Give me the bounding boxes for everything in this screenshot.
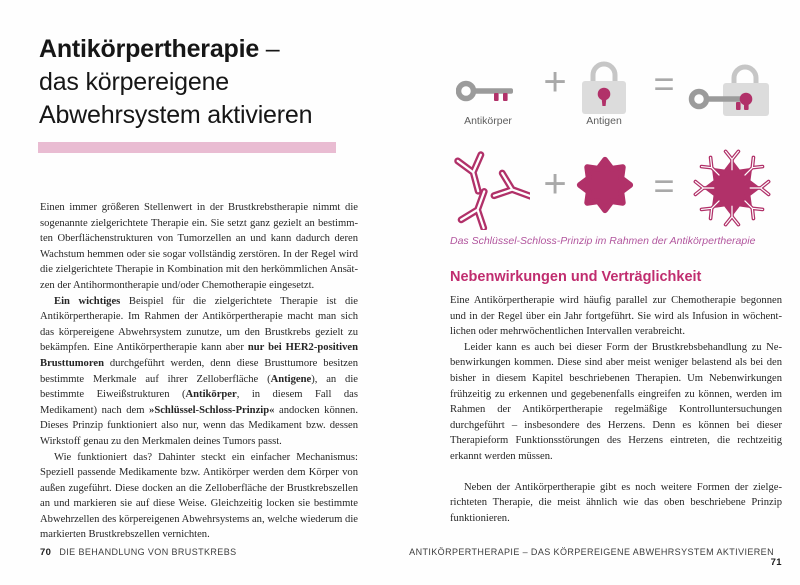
bold-run: »Schlüssel-Schloss-Prinzip« [149,404,275,416]
paragraph-intro: Einen immer größeren Stellenwert in der Brustkrebstherapie nimmt die sogenannte zielgerichtete Therapie ein. Sie setzt ganz gezielt an bestimmten Oberflächenstrukturen von Tumorzellen an und kann dadurch deren Wachstum hemmen oder sie sogar vollständig zerstören. In der Regel wird die zielgerichtete Therapie in Kombination mit den herkömmlichen Ansätzen der Antihormontherapie und/oder Chemotherapie eingesetzt. [40,202,358,291]
paragraph-example [40,294,358,450]
bold-run: Antigene [270,373,312,385]
title-line2: das körpereigene [39,68,229,96]
plus-icon: + [543,60,567,104]
title-line1-bold: Antikörpertherapie [39,35,260,63]
text-run: durchgeführt werden, denn diese Brusttumore besitzen bestimmte Merkmale auf ihrer Zelloberfläche ( [40,357,358,385]
running-head-left: DIE BEHANDLUNG VON BRUSTKREBS [59,547,237,557]
key-label: Antikörper [464,115,512,127]
paragraph-other-therapies: Neben der Antikörpertherapie gibt es noch weitere Formen der zielgerichteten Therapie, die meist ähnlich wie das oben beschriebene Prinzip funktionieren. [450,481,782,524]
page-number-right: 71 [770,557,782,568]
text-run: , in diesem Fall das Medikament) nach dem [40,389,358,416]
page-number-left: 70 [40,547,52,558]
running-head-right: ANTIKÖRPERTHERAPIE – DAS KÖRPEREIGENE ABWEHRSYSTEM AKTIVIEREN [409,547,774,557]
paragraph-infusion: Eine Antikörpertherapie wird häufig parallel zur Chemotherapie begonnen und in der Regel über ein Jahr fortgeführt. Sie wird als Infusion in wöchentlichen oder mehrwöchentlichen Intervallen verabreicht. [450,295,782,338]
text-run: ), an die bestimmte Eiweißstrukturen ( [40,373,358,401]
title-line3: Abwehrsystem aktivieren [39,101,313,129]
key-lock-figure [448,56,788,246]
bold-run: Antikörper [185,389,237,401]
antibody-bound-cell-icon [686,142,778,234]
figure-caption: Das Schlüssel-Schloss-Prinzip im Rahmen der Antikörpertherapie [450,235,756,247]
text-run: andocken können. Dieses Prinzip funktioniert also nur, wenn das Medikament bzw. dessen Wirkstoff genau zu den Merkmalen deines Tumors passt. [40,404,358,447]
page-title [39,33,369,132]
plus-icon: + [543,162,567,206]
right-page [400,0,800,585]
lock-label: Antigen [586,115,622,127]
lock-icon [580,56,628,116]
right-body-text [450,293,782,526]
title-underline-bar [38,142,336,153]
antibodies-icon [448,144,530,230]
left-footer [40,547,237,558]
paragraph-side-effects: Leider kann es auch bei dieser Form der Brustkrebsbehandlung zu Nebenwirkungen kommen. Diese sind aber meist weniger belastend als bei den bisher in diesem Kapitel beschriebenen Therapien. Um Nebenwirkungen frühzeitig zu erkennen und gegebenenfalls eingreifen zu können, werden im Rahmen der Antikörpertherapie regelmäßige Kontrolluntersuchungen durchgeführt – insbesondere des Herzens. Denn es können bei dieser Therapieform Funktionsstörungen des Herzens eintreten, die rechtzeitig erkannt werden müssen. [450,341,782,462]
bold-run: Ein wichtiges [54,295,121,307]
key-icon [456,74,520,108]
equals-icon: = [653,63,675,104]
antigen-cell-icon [574,154,636,216]
bold-run: nur bei HER2-positiven Brusttumoren [40,342,359,369]
title-line1-dash: – [259,35,280,63]
paragraph-mechanism: Wie funktioniert das? Dahinter steckt ein einfacher Mechanismus: Speziell passende Medikamente bzw. Antikörper werden dem Körper von außen zugeführt. Diese docken an die Zelloberfläche der Brustkrebszellen an und markieren sie auf diese Weise. Gleichzeitig locken sie bestimmte Abwehrzellen des körpereigenen Abwehrsystems an, welche wiederum die markierten Brustkrebszellen vernichten. [40,451,358,541]
equals-icon: = [653,165,675,206]
text-run: Beispiel für die zielgerichtete Therapie ist die Antikörpertherapie. Im Rahmen der Antikörpertherapie macht man sich das körpereigene Abwehrsystem zunutze, um den Brustkrebs gezielt zu bekämpfen. Eine Antikörpertherapie kann aber [40,295,358,354]
right-footer [400,547,782,568]
key-in-lock-icon [688,56,776,118]
section-heading: Nebenwirkungen und Verträglichkeit [450,269,702,285]
left-body-text [40,200,358,543]
